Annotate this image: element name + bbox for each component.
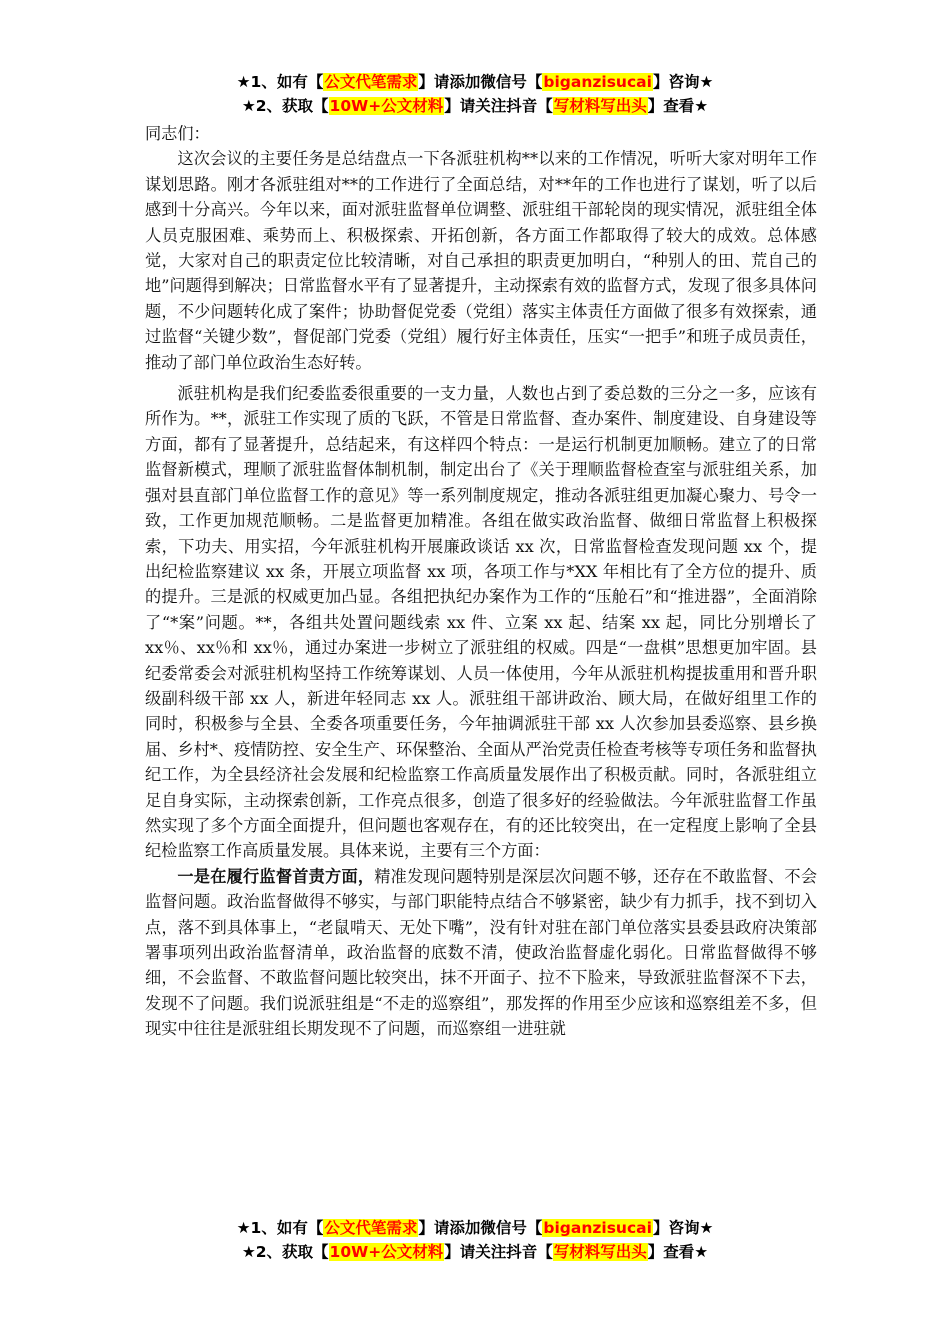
banner-text: ★1、如有【 [236,1219,324,1237]
banner-line-1 [0,1216,950,1240]
banner-text: 】咨询★ [652,1219,714,1237]
banner-highlight: biganzisucai [543,73,652,91]
paragraph-3-lead: 一是在履行监督首责方面， [177,866,375,886]
greeting: 同志们： [145,124,210,143]
banner-line-1 [0,70,950,94]
top-banner [0,70,950,118]
banner-highlight: 公文代笔需求 [324,1219,418,1237]
banner-highlight: 10W+公文材料 [329,1243,444,1261]
banner-highlight: 写材料写出头 [553,1243,647,1261]
paragraph-1: 这次会议的主要任务是总结盘点一下各派驻机构**以来的工作情况，听听大家对明年工作谋划思路。刚才各派驻组对**的工作进行了全面总结，对**年的工作也进行了谋划，听了以后感到十分高兴。今年以来，面对派驻监督单位调整、派驻组干部轮岗的现实情况，派驻组全体人员克服困难、乘势而上、积极探索、开拓创新，各方面工作都取得了较大的成效。总体感觉，大家对自己的职责定位比较清晰，对自己承担的职责更加明白，“种别人的田、荒自己的地”问题得到解决；日常监督水平有了显著提升，主动探索有效的监督方式，发现了很多具体问题，不少问题转化成了案件；协助督促党委（党组）落实主体责任方面做了很多有效探索，通过监督“关键少数”，督促部门党委（党组）履行好主体责任，压实“一把手”和班子成员责任，推动了部门单位政治生态好转。 [145,149,817,372]
document-body [145,121,817,1042]
bottom-banner [0,1216,950,1264]
banner-text: ★1、如有【 [236,73,324,91]
paragraph-3 [145,864,817,1042]
banner-text: 】请关注抖音【 [444,1243,553,1261]
banner-highlight: biganzisucai [543,1219,652,1237]
banner-highlight: 公文代笔需求 [324,73,418,91]
banner-highlight: 写材料写出头 [553,97,647,115]
banner-text: 】请添加微信号【 [418,73,543,91]
paragraph-2: 派驻机构是我们纪委监委很重要的一支力量，人数也占到了委总数的三分之一多，应该有所作为。**，派驻工作实现了质的飞跃，不管是日常监督、查办案件、制度建设、自身建设等方面，都有了显著提升，总结起来，有这样四个特点：一是运行机制更加顺畅。建立了的日常监督新模式，理顺了派驻监督体制机制，制定出台了《关于理顺监督检查室与派驻组关系，加强对县直部门单位监督工作的意见》等一系列制度规定，推动各派驻组更加凝心聚力、号令一致，工作更加规范顺畅。二是监督更加精准。各组在做实政治监督、做细日常监督上积极探索，下功夫、用实招，今年派驻机构开展廉政谈话 xx 次，日常监督检查发现问题 xx 个，提出纪检监察建议 xx 条，开展立项监督 xx 项，各项工作与*XX 年相比有了全方位的提升、质的提升。三是派的权威更加凸显。各组把执纪办案作为工作的“压舱石”和“推进器”，全面消除了“*案”问题。**，各组共处置问题线索 xx 件、立案 xx 起、结案 xx 起，同比分别增长了 xx％、xx％和 xx％，通过办案进一步树立了派驻组的权威。四是“一盘棋”思想更加牢固。县纪委常委会对派驻机构坚持工作统筹谋划、人员一体使用，今年从派驻机构提拔重用和晋升职级副科级干部 xx 人，新进年轻同志 xx 人。派驻组干部讲政治、顾大局，在做好组里工作的同时，积极参与全县、全委各项重要任务，今年抽调派驻干部 xx 人次参加县委巡察、县乡换届、乡村*、疫情防控、安全生产、环保整治、全面从严治党责任检查考核等专项任务和监督执纪工作，为全县经济社会发展和纪检监察工作高质量发展作出了积极贡献。同时，各派驻组立足自身实际，主动探索创新，工作亮点很多，创造了很多好的经验做法。今年派驻监督工作虽然实现了多个方面全面提升，但问题也客观存在，有的还比较突出，在一定程度上影响了全县纪检监察工作高质量发展。具体来说，主要有三个方面： [145,384,817,861]
banner-line-2 [0,94,950,118]
banner-line-2 [0,1240,950,1264]
banner-text: ★2、获取【 [241,1243,329,1261]
banner-highlight: 10W+公文材料 [329,97,444,115]
banner-text: 】请关注抖音【 [444,97,553,115]
paragraph-3-text: 精准发现问题特别是深层次问题不够，还存在不敢监督、不会监督问题。政治监督做得不够实，与部门职能特点结合不够紧密，缺少有力抓手，找不到切入点，落不到具体事上，“老鼠啃天、无处下嘴”，没有针对驻在部门单位落实县委县政府决策部署事项列出政治监督清单，政治监督的底数不清，使政治监督虚化弱化。日常监督做得不够细，不会监督、不敢监督问题比较突出，抹不开面子、拉不下脸来，导致派驻监督深不下去，发现不了问题。我们说派驻组是“不走的巡察组”，那发挥的作用至少应该和巡察组差不多，但现实中往往是派驻组长期发现不了问题，而巡察组一进驻就 [145,866,818,1039]
banner-text: 】查看★ [647,1243,709,1261]
banner-text: ★2、获取【 [241,97,329,115]
banner-text: 】咨询★ [652,73,714,91]
banner-text: 】请添加微信号【 [418,1219,543,1237]
banner-text: 】查看★ [647,97,709,115]
